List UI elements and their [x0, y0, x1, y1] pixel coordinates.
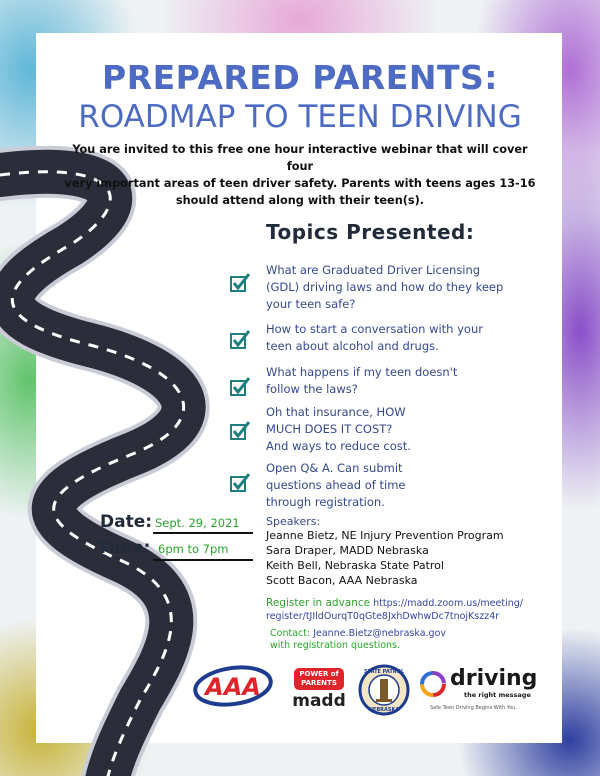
topic-item [266, 262, 536, 313]
topics-heading: Topics Presented: [266, 220, 475, 244]
contact-line2: with registration questions. [270, 640, 401, 651]
checkbox-checked-icon [229, 329, 251, 351]
topic-line: How to start a conversation with your [266, 322, 483, 336]
intro-line: very important areas of teen driver safety. Parents with teens ages 13-16 [64, 177, 536, 190]
topic-line: through registration. [266, 495, 385, 509]
driving-swirl-icon [418, 669, 448, 699]
checkbox-checked-icon [229, 376, 251, 398]
driving-subtitle: the right message [464, 691, 531, 699]
seal-bottom-text: NEBRASKA [368, 707, 400, 713]
driving-tagline: Safe Teen Driving Begins With You. [430, 705, 517, 711]
power-line2: PARENTS [301, 679, 337, 687]
topic-line: teen about alcohol and drugs. [266, 339, 439, 353]
driving-the-right-message-logo [418, 667, 548, 715]
title-line2: ROADMAP TO TEEN DRIVING [78, 99, 522, 135]
intro-line: You are invited to this free one hour interactive webinar that will cover four [72, 143, 528, 173]
aaa-logo [192, 664, 274, 708]
topic-line: What happens if my teen doesn't [266, 365, 458, 379]
speaker-name: Jeanne Bietz, NE Injury Prevention Program [266, 529, 504, 542]
speaker-name: Keith Bell, Nebraska State Patrol [266, 559, 444, 572]
topic-line: your teen safe? [266, 297, 356, 311]
topic-item [266, 321, 536, 355]
register-label: Register in advance [266, 597, 371, 609]
topic-line: Open Q& A. Can submit [266, 461, 403, 475]
speakers-heading: Speakers: [266, 515, 321, 528]
topic-item [266, 460, 536, 511]
speaker-name: Scott Bacon, AAA Nebraska [266, 574, 418, 587]
checkbox-checked-icon [229, 420, 251, 442]
checkbox-checked-icon [229, 272, 251, 294]
driving-word: driving [450, 666, 538, 691]
topic-item [266, 364, 536, 398]
power-line1: POWER of [299, 670, 339, 678]
power-of-parents-badge [294, 668, 344, 690]
contact-label: Contact: [270, 628, 311, 639]
madd-text: madd [292, 691, 346, 711]
title-line1: PREPARED PARENTS: [102, 58, 498, 97]
intro-line: should attend along with their teen(s). [175, 194, 425, 207]
madd-logo [290, 668, 348, 716]
topic-line: (GDL) driving laws and how do they keep [266, 280, 504, 294]
register-link[interactable]: https://madd.zoom.us/meeting/ [373, 598, 523, 609]
topic-line: MUCH DOES IT COST? [266, 422, 393, 436]
time-value: 6pm to 7pm [158, 542, 229, 556]
topic-line: follow the laws? [266, 382, 358, 396]
date-underline [153, 532, 253, 534]
speaker-name: Sara Draper, MADD Nebraska [266, 544, 429, 557]
seal-top-text: STATE PATROL [363, 669, 405, 675]
date-value: Sept. 29, 2021 [155, 516, 240, 530]
contact-block [270, 628, 540, 652]
contact-email[interactable]: Jeanne.Bietz@nebraska.gov [313, 628, 447, 639]
intro-paragraph [60, 141, 540, 209]
register-link-line2[interactable]: register/tJIldOurqT0qGte8JxhDwhwDc7tnojKszz4r [266, 611, 500, 622]
aaa-logo-text: AAA [205, 673, 261, 701]
topic-item [266, 404, 536, 455]
topic-line: questions ahead of time [266, 478, 406, 492]
topic-line: What are Graduated Driver Licensing [266, 263, 481, 277]
registration-block [266, 597, 546, 623]
date-label: Date: [100, 512, 153, 532]
time-label: Time: [97, 538, 151, 558]
topic-line: Oh that insurance, HOW [266, 405, 406, 419]
checkbox-checked-icon [229, 472, 251, 494]
nebraska-state-patrol-seal [358, 664, 410, 716]
time-underline [153, 559, 253, 561]
topic-line: And ways to reduce cost. [266, 439, 411, 453]
